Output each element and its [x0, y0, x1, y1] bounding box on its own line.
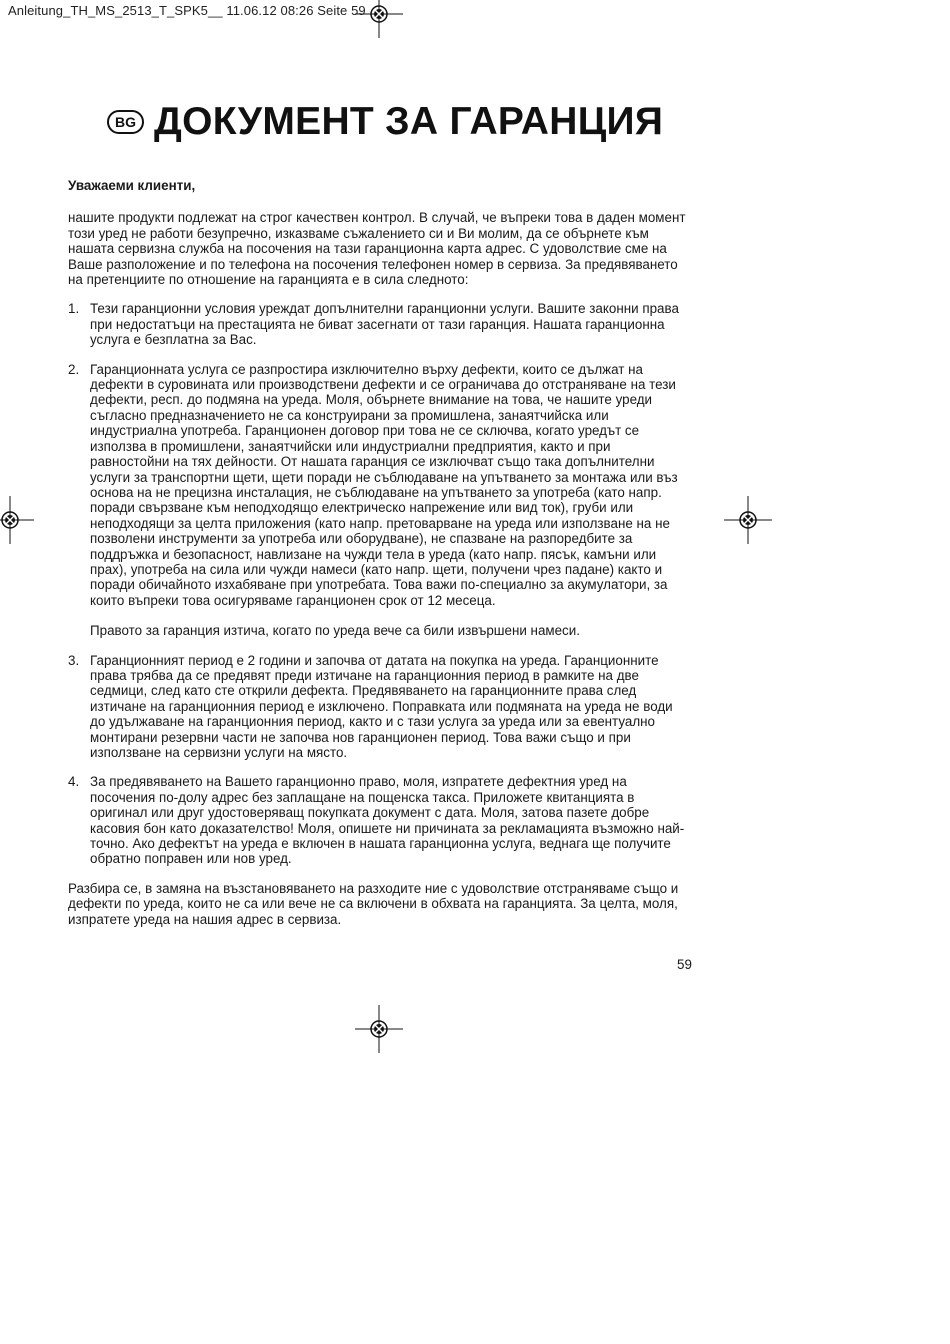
condition-item	[68, 653, 690, 761]
condition-text: Гаранционният период е 2 години и започва от датата на покупка на уреда. Гаранционните права трябва да се предявят преди изтичане на гаранционния период в рамките на две седмици, след като сте открили дефекта. Предявяването на гаранционните права след изтичане на гаранционния период е изключено. Поправката или подмяната на уреда не води до удължаване на гаранционния период, както и с тази услуга за уреда или за евентуално монтирани резервни части не започва нов гаранционен период. Това важи също и при използване на сервизни услуги на място.	[90, 652, 673, 760]
document-body	[68, 178, 690, 941]
registration-mark-right-icon	[724, 496, 772, 544]
salutation: Уважаеми клиенти,	[68, 178, 196, 193]
registration-mark-top-icon	[355, 0, 403, 38]
condition-item	[68, 301, 690, 347]
conditions-list	[68, 301, 690, 866]
condition-extra-text: Правото за гаранция изтича, когато по уреда вече са били извършени намеси.	[90, 623, 580, 639]
title-text: ДОКУМЕНТ ЗА ГАРАНЦИЯ	[154, 100, 664, 143]
page-title	[107, 100, 663, 144]
page-number: 59	[677, 957, 692, 972]
condition-text: За предявяването на Вашето гаранционно право, моля, изпратете дефектния уред на посочения по-долу адрес без заплащане на пощенска такса. Приложете квитанцията в оригинал или друг удостоверяващ покупката документ с дата. Моля, затова пазете добре касовия бон като доказателство! Моля, опишете ни причината за рекламацията възможно най-точно. Ако дефектът на уреда е включен в нашата гаранционна услуга, веднага ще получите обратно поправен или нов уред.	[90, 774, 685, 867]
registration-mark-bottom-icon	[355, 1005, 403, 1053]
condition-item	[68, 774, 690, 866]
closing-paragraph: Разбира се, в замяна на възстановяването на разходите ние с удоволствие отстраняваме също и дефекти по уреда, които не са или вече не са включени в обхвата на гаранцията. За целта, моля, изпратете уреда на нашия адрес в сервиза.	[68, 880, 679, 927]
condition-number: 2.	[68, 361, 80, 377]
intro-paragraph: нашите продукти подлежат на строг качествен контрол. В случай, че въпреки това в даден момент този уред не работи безупречно, изказваме съжалението си и Ви молим, да се обърнете към нашата сервизна служба на посочения на тази гаранционна карта адрес. С удоволствие сме на Ваше разположение и по телефона на посочения телефонен номер в сервиза. За предявяването на претенциите по отношение на гаранцията е в сила следното:	[68, 210, 686, 288]
registration-mark-left-icon	[0, 496, 34, 544]
condition-text: Тези гаранционни условия уреждат допълнителни гаранционни услуги. Вашите законни права при недостатъци на престацията не биват засегнати от тази гаранция. Нашата гаранционна услуга е безплатна за Вас.	[90, 301, 679, 348]
condition-number: 3.	[68, 652, 80, 668]
condition-text: Гаранционната услуга се разпростира изключително върху дефекти, които се дължат на дефекти в суровината или производствени дефекти и се ограничава до отстраняване на тези дефекти, респ. до подмяна на уреда. Моля, обърнете внимание на това, че нашите уреди съгласно предназначението не са конструирани за промишлена, занаятчийска или индустриална употреба. Гаранционен договор при това не се сключва, когато уредът се използва в промишлени, занаятчийски или индустриални предприятия, както и при равностойни на тях дейности. От нашата гаранция се изключват също така допълнителни услуги за транспортни щети, щети поради не съблюдаване на упътването за монтажа или въз основа на не прецизна инсталация, не съблюдаване на упътването за употреба (като напр. поради свързване към неподходящо електрическо напрежение или вид ток), груби или неподходящи за целта приложения (като напр. претоварване на уреда или използване на не позволени инструменти за употреба или оборудване), не спазване на разпоредбите за поддръжка и безопасност, навлизане на чужди тела в уреда (като напр. пясък, камъни или прах), употреба на сила или чужди намеси (като напр. щети, получени чрез падане) както и поради обичайното изхабяване при употребата. Това важи по-специално за акумулатори, за които въпреки това осигуряваме гаранционен срок от 12 месеца.	[90, 361, 678, 608]
condition-number: 1.	[68, 301, 80, 317]
print-slug: Anleitung_TH_MS_2513_T_SPK5__ 11.06.12 08:26 Seite 59	[8, 3, 366, 18]
language-badge: BG	[107, 110, 144, 134]
condition-item	[68, 362, 690, 639]
condition-number: 4.	[68, 774, 80, 790]
